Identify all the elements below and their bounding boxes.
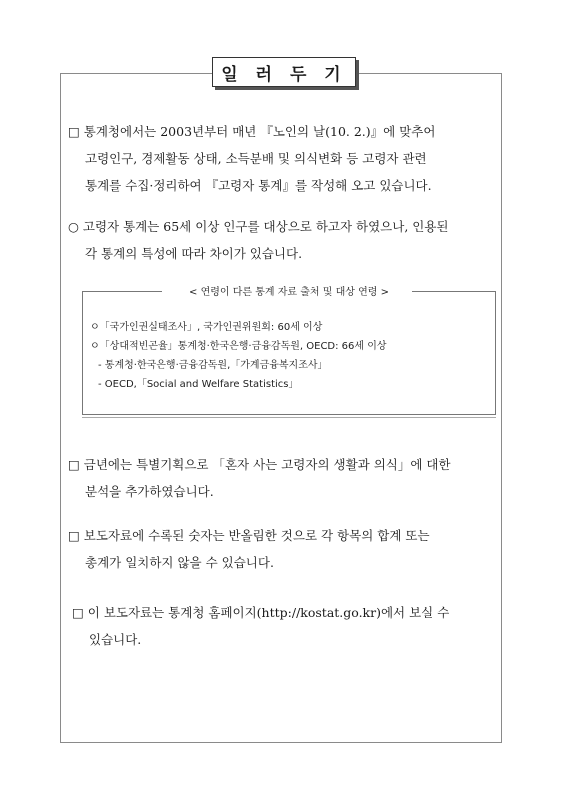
- paragraph-intro: [68, 118, 496, 199]
- paragraph-line: 분석을 추가하였습니다.: [85, 484, 214, 499]
- paragraph-line: 통계를 수집·정리하여 『고령자 통계』를 작성해 오고 있습니다.: [85, 178, 432, 193]
- paragraph-line: □ 금년에는 특별기획으로 「혼자 사는 고령자의 생활과 의식」에 대한: [68, 457, 451, 472]
- paragraph-line: 각 통계의 특성에 따라 차이가 있습니다.: [85, 246, 303, 261]
- paragraph-line: □ 보도자료에 수록된 숫자는 반올림한 것으로 각 항목의 합계 또는: [68, 528, 430, 543]
- source-box-bottom-rule: [82, 417, 496, 418]
- paragraph-special: [68, 451, 496, 505]
- paragraph-rounding: [68, 522, 496, 576]
- paragraph-line: ○ 고령자 통계는 65세 이상 인구를 대상으로 하고자 하였으나, 인용된: [68, 219, 449, 234]
- paragraph-line: 고령인구, 경제활동 상태, 소득분배 및 의식변화 등 고령자 관련: [85, 151, 427, 166]
- paragraph-line: 있습니다.: [89, 632, 142, 647]
- source-subitem: - OECD,「Social and Welfare Statistics」: [98, 379, 299, 390]
- paragraph-line: □ 통계청에서는 2003년부터 매년 『노인의 날(10. 2.)』에 맞추어: [68, 124, 436, 139]
- paragraph-line: □ 이 보도자료는 통계청 홈페이지(http://kostat.go.kr)에서 보실 수: [72, 605, 450, 620]
- source-item: ㅇ「국가인권실태조사」, 국가인권위원회: 60세 이상: [90, 322, 323, 333]
- source-subitem: - 통계청·한국은행·금융감독원,「가계금융복지조사」: [98, 360, 328, 371]
- paragraph-line: 총계가 일치하지 않을 수 있습니다.: [85, 555, 274, 570]
- source-box-title: < 연령이 다른 통계 자료 출처 및 대상 연령 >: [189, 287, 389, 298]
- source-item: ㅇ「상대적빈곤율」통계청·한국은행·금융감독원, OECD: 66세 이상: [90, 341, 387, 352]
- paragraph-website: [72, 599, 496, 653]
- paragraph-age-note: [68, 213, 496, 267]
- source-box-list: [90, 318, 387, 394]
- page-title: 일 러 두 기: [212, 57, 356, 87]
